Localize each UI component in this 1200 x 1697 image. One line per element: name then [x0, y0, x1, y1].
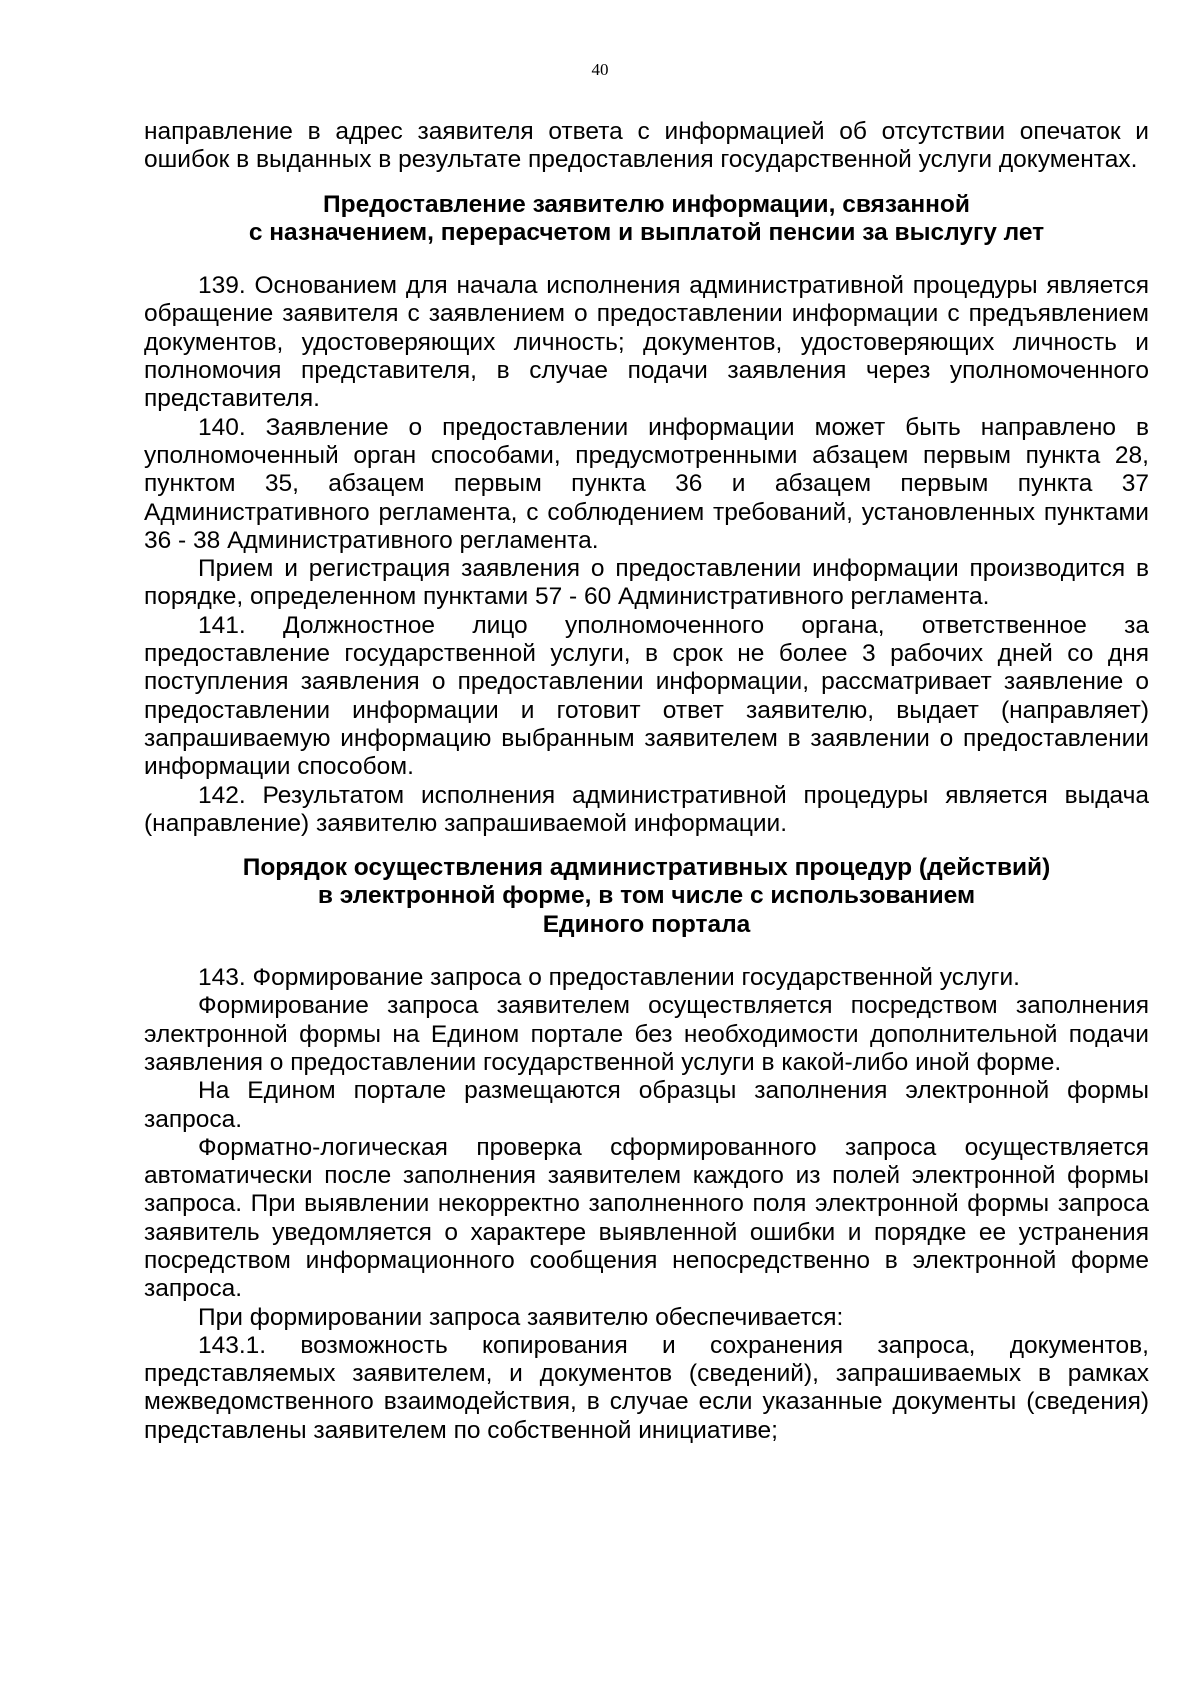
heading-line: Порядок осуществления административных процедур (действий)	[242, 854, 1051, 882]
paragraph-142: 142. Результатом исполнения административной процедуры является выдача (направление) заявителю запрашиваемой информации.	[144, 781, 1149, 837]
section-heading-pension-info	[144, 191, 1149, 248]
paragraph-143-validation: Форматно-логическая проверка сформированного запроса осуществляется автоматически после заполнения заявителем каждого из полей электронной формы запроса. При выявлении некорректно заполненного поля электронной формы запроса заявитель уведомляется о характере выявленной ошибки и порядке ее устранения посредством информационного сообщения непосредственно в электронной форме запроса.	[144, 1133, 1149, 1303]
heading-line: Единого портала	[542, 910, 751, 938]
heading-line: Предоставление заявителю информации, связанной	[323, 190, 970, 218]
paragraph-140: 140. Заявление о предоставлении информации может быть направлено в уполномоченный орган способами, предусмотренными абзацем первым пункта 28, пунктом 35, абзацем первым пункта 36 и абзацем первым пункта 37 Административного регламента, с соблюдением требований, установленных пунктами 36 - 38 Административного регламента.	[144, 413, 1149, 554]
paragraph-140-reception: Прием и регистрация заявления о предоставлении информации производится в порядке, определенном пунктами 57 - 60 Административного регламента.	[144, 555, 1149, 611]
document-body	[144, 118, 1149, 1445]
heading-line: с назначением, перерасчетом и выплатой пенсии за выслугу лет	[248, 218, 1045, 246]
paragraph-141: 141. Должностное лицо уполномоченного органа, ответственное за предоставление государственной услуги, в срок не более 3 рабочих дней со дня поступления заявления о предоставлении информации, рассматривает заявление о предоставлении информации и готовит ответ заявителю, выдает (направляет) запрашиваемую информацию выбранным заявителем в заявлении о предоставлении информации способом.	[144, 611, 1149, 781]
paragraph-143-samples: На Едином портале размещаются образцы заполнения электронной формы запроса.	[144, 1077, 1149, 1133]
heading-line: в электронной форме, в том числе с использованием	[317, 882, 976, 910]
paragraph-143-forming: Формирование запроса заявителем осуществляется посредством заполнения электронной формы на Едином портале без необходимости дополнительной подачи заявления о предоставлении государственной услуги в какой-либо иной форме.	[144, 992, 1149, 1076]
intro-paragraph: направление в адрес заявителя ответа с информацией об отсутствии опечаток и ошибок в выданных в результате предоставления государственной услуги документах.	[144, 118, 1149, 174]
paragraph-143-provided: При формировании запроса заявителю обеспечивается:	[198, 1303, 844, 1331]
paragraph-143-1: 143.1. возможность копирования и сохранения запроса, документов, представляемых заявителем, и документов (сведений), запрашиваемых в рамках межведомственного взаимодействия, в случае если указанные документы (сведения) представлены заявителем по собственной инициативе;	[144, 1331, 1149, 1444]
paragraph-139: 139. Основанием для начала исполнения административной процедуры является обращение заявителя с заявлением о предоставлении информации с предъявлением документов, удостоверяющих личность; документов, удостоверяющих личность и полномочия представителя, в случае подачи заявления через уполномоченного представителя.	[144, 272, 1149, 413]
paragraph-143: 143. Формирование запроса о предоставлении государственной услуги.	[198, 964, 1020, 992]
page-number: 40	[591, 60, 609, 79]
section-heading-electronic-procedures	[144, 854, 1149, 939]
